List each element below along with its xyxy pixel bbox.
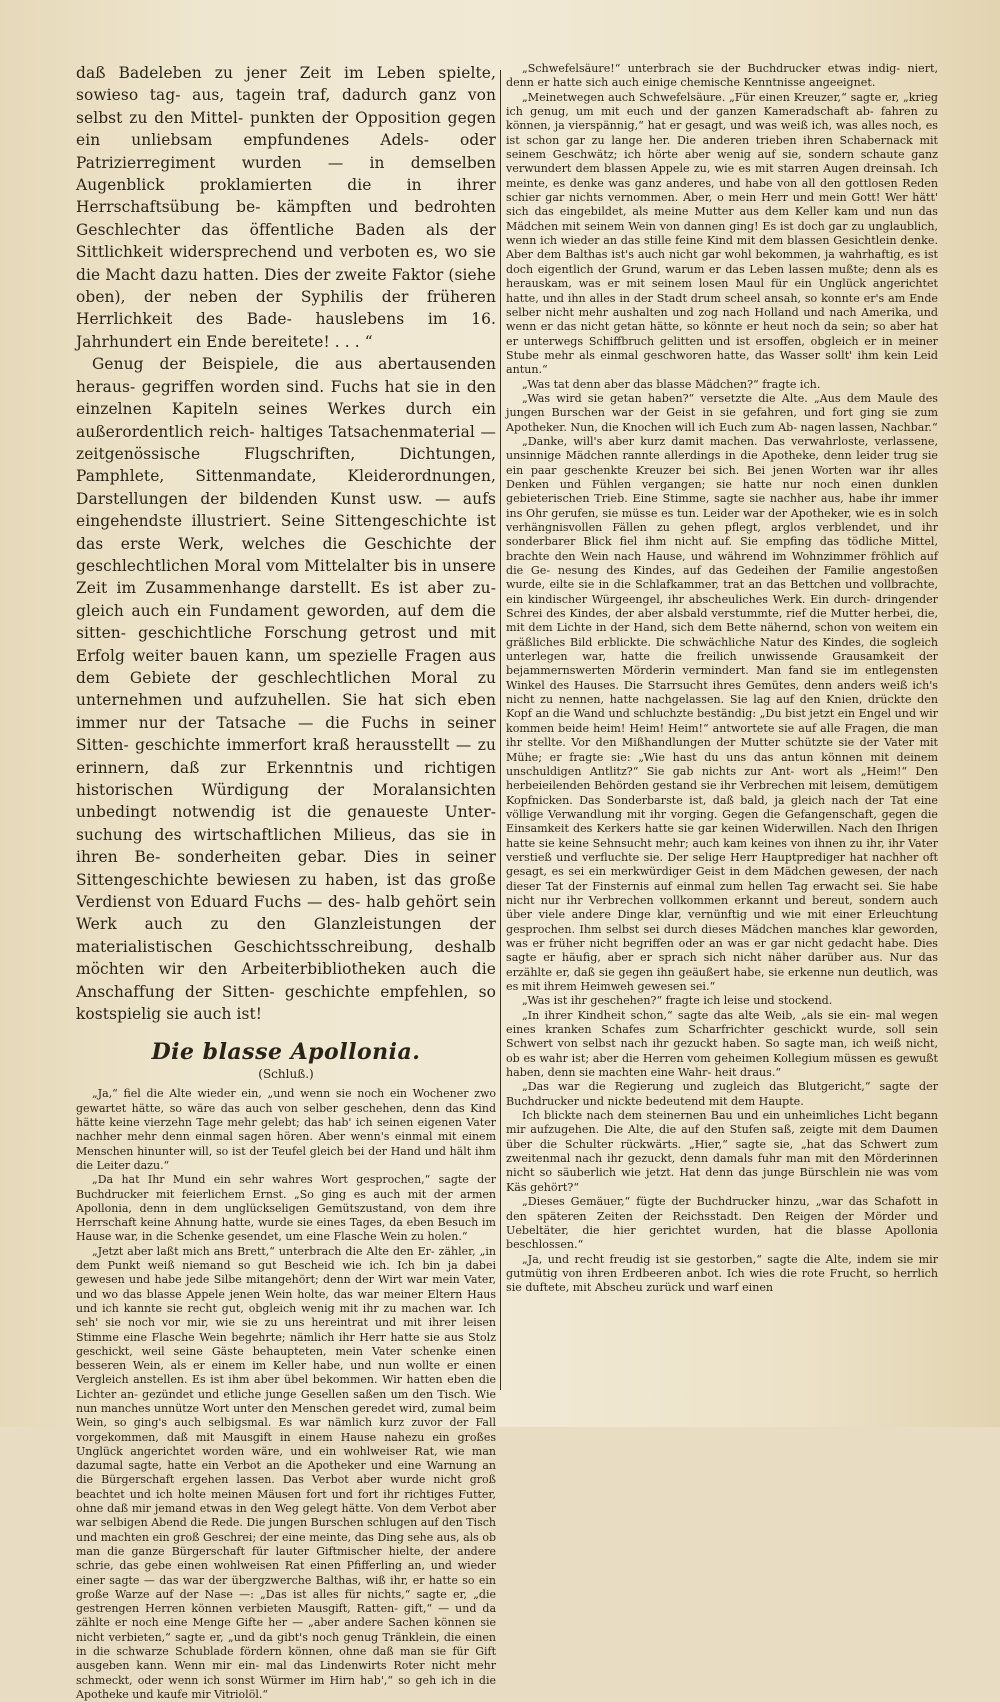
- story-paragraph: „Dieses Gemäuer,“ fügte der Buchdrucker hinzu, „war das Schafott in den späteren Zeiten der Reichsstadt. Den Reigen der Mörder und Uebeltäter, die hier gerichtet wurden, hat die blasse Apollonia beschlossen.“: [506, 1195, 938, 1252]
- story-paragraph: „Ja,“ fiel die Alte wieder ein, „und wenn sie noch ein Wochener zwo gewartet hätte, so wäre das auch von selber geschehen, denn das Kind hätte keine vierzehn Tage mehr gelebt; das hab' ich seinen eigenen Vater nachher mehr denn einmal sagen hören. Aber wenn's einmal mit einem Menschen hinunter will, so ist der Teufel gleich bei der Hand und hält ihm die Leiter dazu.“: [76, 1087, 496, 1172]
- right-column: [506, 62, 938, 1398]
- story-paragraph: „Ja, und recht freudig ist sie gestorben,“ sagte die Alte, indem sie mir gutmütig von ihren Erdbeeren anbot. Ich wies die rote Frucht, so herrlich sie duftete, mit Abscheu zurück und warf einen: [506, 1252, 938, 1295]
- essay-paragraph: daß Badeleben zu jener Zeit im Leben spielte, sowieso tag- aus, tagein traf, dadurch ganz von selbst zu den Mittel- punkten der Opposition gegen ein unliebsam empfundenes Adels- oder Patrizierregiment wurden — in demselben Augenblick proklamierten die in ihrer Herrschaftsübung be- kämpften und bedrohten Geschlechter das öffentliche Baden als der Sittlichkeit widersprechend und verboten es, wo sie die Macht dazu hatten. Dies der zweite Faktor (siehe oben), der neben der Syphilis der früheren Herrlichkeit des Bade- hauslebens im 16. Jahrhundert ein Ende bereitete! . . . “: [76, 64, 496, 351]
- story-paragraph: „Meinetwegen auch Schwefelsäure. „Für einen Kreuzer,“ sagte er, „krieg ich genug, um mit euch und der ganzen Kameradschaft ab- fahren zu können, ja vierspännig,“ hat er gesagt, und was weiß ich, was alles noch, es ist schon gar zu lange her. Die anderen trieben ihren Schabernack mit seinem Geschwätz; ich hörte aber wenig auf sie, sondern schaute ganz verwundert dem blassen Appele zu, wie es mit starren Augen dreinsah. Ich meinte, es denke was ganz anderes, und habe von all den gottlosen Reden schier gar nichts vernommen. Aber, o mein Herr und mein Gott! Wer hätt' sich das eingebildet, als meine Mutter aus dem Keller kam und nun das Mädchen mit seinem Wein von dannen ging! Es ist doch gar zu unglaublich, wenn ich wieder an das stille feine Kind mit dem blassen Gesichtlein denke. Aber dem Balthas ist's auch nicht gar wohl bekommen, ja wahrhaftig, es ist doch eigentlich der Grund, warum er das Leben lassen mußte; denn als es herauskam, was er mit seinem losen Maul für ein Unglück angerichtet hatte, und ihn alles in der Stadt drum scheel ansah, so konnte er's am Ende selber nicht mehr aushalten und zog nach Holland und nach Amerika, und wenn er das nicht getan hätte, so könnte er heut noch da sein; so aber hat er unterwegs Schiffbruch gelitten und ist ersoffen, obgleich er in meiner Stube mehr als einmal geschworen hatte, das Wasser sollt' ihm kein Leid antun.“: [506, 90, 938, 377]
- left-column: [76, 62, 496, 1701]
- story-section-left: [76, 1087, 496, 1702]
- story-heading: [76, 1039, 496, 1081]
- story-paragraph: „In ihrer Kindheit schon,“ sagte das alte Weib, „als sie ein- mal wegen eines kranken Schafes zum Scharfrichter geschickt wurde, soll sein Schwert von selbst nach ihr gezuckt haben. So sagte man, ich weiß nicht, ob es wahr ist; aber die Herren vom geheimen Kollegium müssen es gewußt haben, denn sie machten eine Wahr- heit draus.“: [506, 1008, 938, 1080]
- story-paragraph: „Was wird sie getan haben?“ versetzte die Alte. „Aus dem Maule des jungen Burschen war der Geist in sie gefahren, und fort ging sie zum Apotheker. Nun, die Knochen will ich Euch zum Ab- nagen lassen, Nachbar.“: [506, 391, 938, 434]
- story-title: Die blasse Apollonia.: [151, 1039, 421, 1066]
- story-paragraph: „Danke, will's aber kurz damit machen. Das verwahrloste, verlassene, unsinnige Mädchen rannte allerdings in die Apotheke, denn leider trug sie ein paar geschenkte Kreuzer bei sich. Bei jenen Worten war ihr alles Denken und Fühlen vergangen; sie hatte nur noch einen dunklen gebieterischen Trieb. Eine Stimme, sagte sie nachher aus, habe ihr immer ins Ohr gerufen, sie müsse es tun. Leider war der Apotheker, wie es in solch verhängnisvollen Fällen zu gehen pflegt, arglos verblendet, und ihr sonderbarer Blick fiel ihm nicht auf. Sie empfing das tödliche Mittel, brachte den Wein nach Hause, und während im Wohnzimmer fröhlich auf die Ge- nesung des Kindes, auf das Gedeihen der Familie angestoßen wurde, eilte sie in die Schlafkammer, trat an das Bettchen und vollbrachte, ein kindischer Würgeengel, ihr abscheuliches Werk. Ein durch- dringender Schrei des Kindes, der aber alsbald verstummte, rief die Mutter herbei, die, mit dem Lichte in der Hand, sich dem Bette nähernd, schon von weitem ein gräßliches Bild erblickte. Die schwächliche Natur des Kindes, die sogleich unterlegen war, hatte die freilich unwissende Grausamkeit der bejammernswerten Mörderin vermindert. Man fand sie im entlegensten Winkel des Hauses. Die Starrsucht ihres Gemütes, denn anders weiß ich's nicht zu nennen, hatte nachgelassen. Sie lag auf den Knien, drückte den Kopf an die Wand und schluchzte beständig: „Du bist jetzt ein Engel und wir kommen beide heim! Heim! Heim!“ antwortete sie auf alle Fragen, die man ihr stellte. Vor den Mißhandlungen der Mutter schützte sie der Vater mit Mühe; er fragte sie: „Wie hast du uns das antun können mit deinem unschuldigen Antlitz?“ Sie gab nichts zur Ant- wort als „Heim!“ Den herbeieilenden Behörden gestand sie ihr Verbrechen mit leisem, demütigem Kopfnicken. Das Sonderbarste ist, daß bald, ja gleich nach der Tat eine völlige Verwandlung mit ihr vorging. Gegen die Gefangenschaft, gegen die Einsamkeit des Kerkers hatte sie gar keinen Widerwillen. Nach den Ihrigen hatte sie keine Sehnsucht mehr; auch kam keines von ihnen zu ihr, ihr Vater verstieß und verfluchte sie. Der selige Herr Hauptprediger hat nachher oft gesagt, es sei ein merkwürdiger Geist in dem Mädchen gewesen, der nach dieser Tat der Finsternis auf einmal zum hellen Tag erwacht sei. Sie habe nicht nur ihr Verbrechen vollkommen erkannt und bereut, sondern auch über viele andere Dinge klar, vernünftig und wie mit einer Erleuchtung gesprochen. Ihm selbst sei durch dieses Mädchen manches klar geworden, was er früher nicht begriffen oder an was er gar nicht gedacht habe. Dies sagte er häufig, aber er sprach sich nicht näher darüber aus. Nur das erzählte er, daß sie gegen ihn geäußert habe, sie erkenne nun deutlich, was es mit ihrem Heimweh gewesen sei.“: [506, 434, 938, 993]
- story-paragraph: Ich blickte nach dem steinernen Bau und ein unheimliches Licht begann mir aufzugehen. Die Alte, die auf den Stufen saß, zeigte mit dem Daumen über die Schulter rückwärts. „Hier,“ sagte sie, „hat das Schwert zum zweitenmal nach ihr gezuckt, denn damals fuhr man mit den Mörderinnen nicht so säuberlich wie jetzt. Hat denn das junge Bürschlein nie was vom Käs gehört?“: [506, 1109, 938, 1194]
- story-paragraph: „Da hat Ihr Mund ein sehr wahres Wort gesprochen,“ sagte der Buchdrucker mit feierlichem Ernst. „So ging es auch mit der armen Apollonia, denn in dem unglückseligen Gemütszustand, von dem ihre Herrschaft keine Ahnung hatte, wurde sie eines Tages, da eben Besuch im Hause war, in die Schenke gesendet, um eine Flasche Wein zu holen.“: [76, 1173, 496, 1244]
- essay-section: [76, 62, 496, 1025]
- column-divider: [500, 70, 501, 1390]
- story-paragraph: „Was ist ihr geschehen?“ fragte ich leise und stockend.: [522, 994, 833, 1008]
- story-subtitle: (Schluß.): [258, 1067, 314, 1082]
- story-paragraph: „Was tat denn aber das blasse Mädchen?“ fragte ich.: [522, 377, 821, 391]
- story-paragraph: „Das war die Regierung und zugleich das Blutgericht,“ sagte der Buchdrucker und nickte bedeutend mit dem Haupte.: [506, 1080, 938, 1108]
- essay-paragraph: Genug der Beispiele, die aus abertausenden heraus- gegriffen worden sind. Fuchs hat sie in den einzelnen Kapiteln seines Werkes durch ein außerordentlich reich- haltiges Tatsachenmaterial — zeitgenössische Flugschriften, Dichtungen, Pamphlete, Sittenmandate, Kleiderordnungen, Darstellungen der bildenden Kunst usw. — aufs eingehendste illustriert. Seine Sittengeschichte ist das erste Werk, welches die Geschichte der geschlechtlichen Moral vom Mittelalter bis in unsere Zeit im Zusammenhange darstellt. Es ist aber zu- gleich auch ein Fundament geworden, auf dem die sitten- geschichtliche Forschung getrost und mit Erfolg weiter bauen kann, um spezielle Fragen aus dem Gebiete der geschlechtlichen Moral zu unternehmen und aufzuhellen. Sie hat sich eben immer nur der Tatsache — die Fuchs in seiner Sitten- geschichte immerfort kraß herausstellt — zu erinnern, daß zur Erkenntnis und richtigen historischen Würdigung der Moralansichten unbedingt notwendig ist die genaueste Unter- suchung des wirtschaftlichen Milieus, das sie in ihren Be- sonderheiten gebar. Dies in seiner Sittengeschichte bewiesen zu haben, ist das große Verdienst von Eduard Fuchs — des- halb gehört sein Werk auch zu den Glanzleistungen der materialistischen Geschichtsschreibung, deshalb möchten wir den Arbeiterbibliotheken auch die Anschaffung der Sitten- geschichte empfehlen, so kostspielig sie auch ist!: [76, 355, 496, 1024]
- story-paragraph: „Jetzt aber laßt mich ans Brett,“ unterbrach die Alte den Er- zähler, „in dem Punkt weiß niemand so gut Bescheid wie ich. Ich bin ja dabei gewesen und habe jede Silbe mitangehört; denn der Wirt war mein Vater, und wo das blasse Appele jenen Wein holte, das war meiner Eltern Haus und ich kannte sie recht gut, obgleich wenig mit ihr zu machen war. Ich seh' sie noch vor mir, wie sie zu uns hereintrat und mit ihrer leisen Stimme eine Flasche Wein begehrte; nämlich ihr Herr hatte sie aus Stolz geschickt, weil seine Gäste behaupteten, mein Vater schenke einen besseren Wein, als er einem im Keller habe, und nun wollte er einen Vergleich anstellen. Es ist ihm aber übel bekommen. Wir hatten eben die Lichter an- gezündet und etliche junge Gesellen saßen um den Tisch. Wie nun manches unnütze Wort unter den Menschen geredet wird, zumal beim Wein, so ging's auch selbigsmal. Es war nämlich kurz zuvor der Fall vorgekommen, daß mit Mausgift in einem Hause nahezu ein großes Unglück angerichtet worden wäre, und ein wohlweiser Rat, wie man dazumal sagte, hatte ein Verbot an die Apotheker und eine Warnung an die Bürgerschaft ergehen lassen. Das Verbot aber wurde nicht groß beachtet und ich holte meinen Mäusen fort und fort ihr richtiges Futter, ohne daß mir jemand etwas in den Weg gelegt hätte. Von dem Verbot aber war selbigen Abend die Rede. Die jungen Burschen schlugen auf den Tisch und machten ein groß Geschrei; der eine meinte, das Ding sehe aus, als ob man die ganze Bürgerschaft für lauter Giftmischer hielte, der andere schrie, das gebe einen wohlweisen Rat einen Pfifferling an, und wieder einer sagte — das war der übergzwerche Balthas, wiß ihr, er hatte so ein große Warze auf der Nase —: „Das ist alles für nichts,“ sagte er, „die gestrengen Herren können verbieten Mausgift, Ratten- gift,“ — und da zählte er noch eine Menge Gifte her — „aber andere Sachen können sie nicht verbieten,“ sagte er, „und da gibt's noch genug Tränklein, die einen in die schwarze Schublade fördern können, ohne daß man sie für Gift ausgeben kann. Wenn mir ein- mal das Lindenwirts Roter nicht mehr schmeckt, oder wenn ich sonst Würmer im Hirn hab',“ so geh ich in die Apotheke und kaufe mir Vitriolöl.“: [76, 1244, 496, 1701]
- story-paragraph: „Schwefelsäure!“ unterbrach sie der Buchdrucker etwas indig- niert, denn er hatte sich auch einige chemische Kenntnisse angeeignet.: [506, 62, 938, 90]
